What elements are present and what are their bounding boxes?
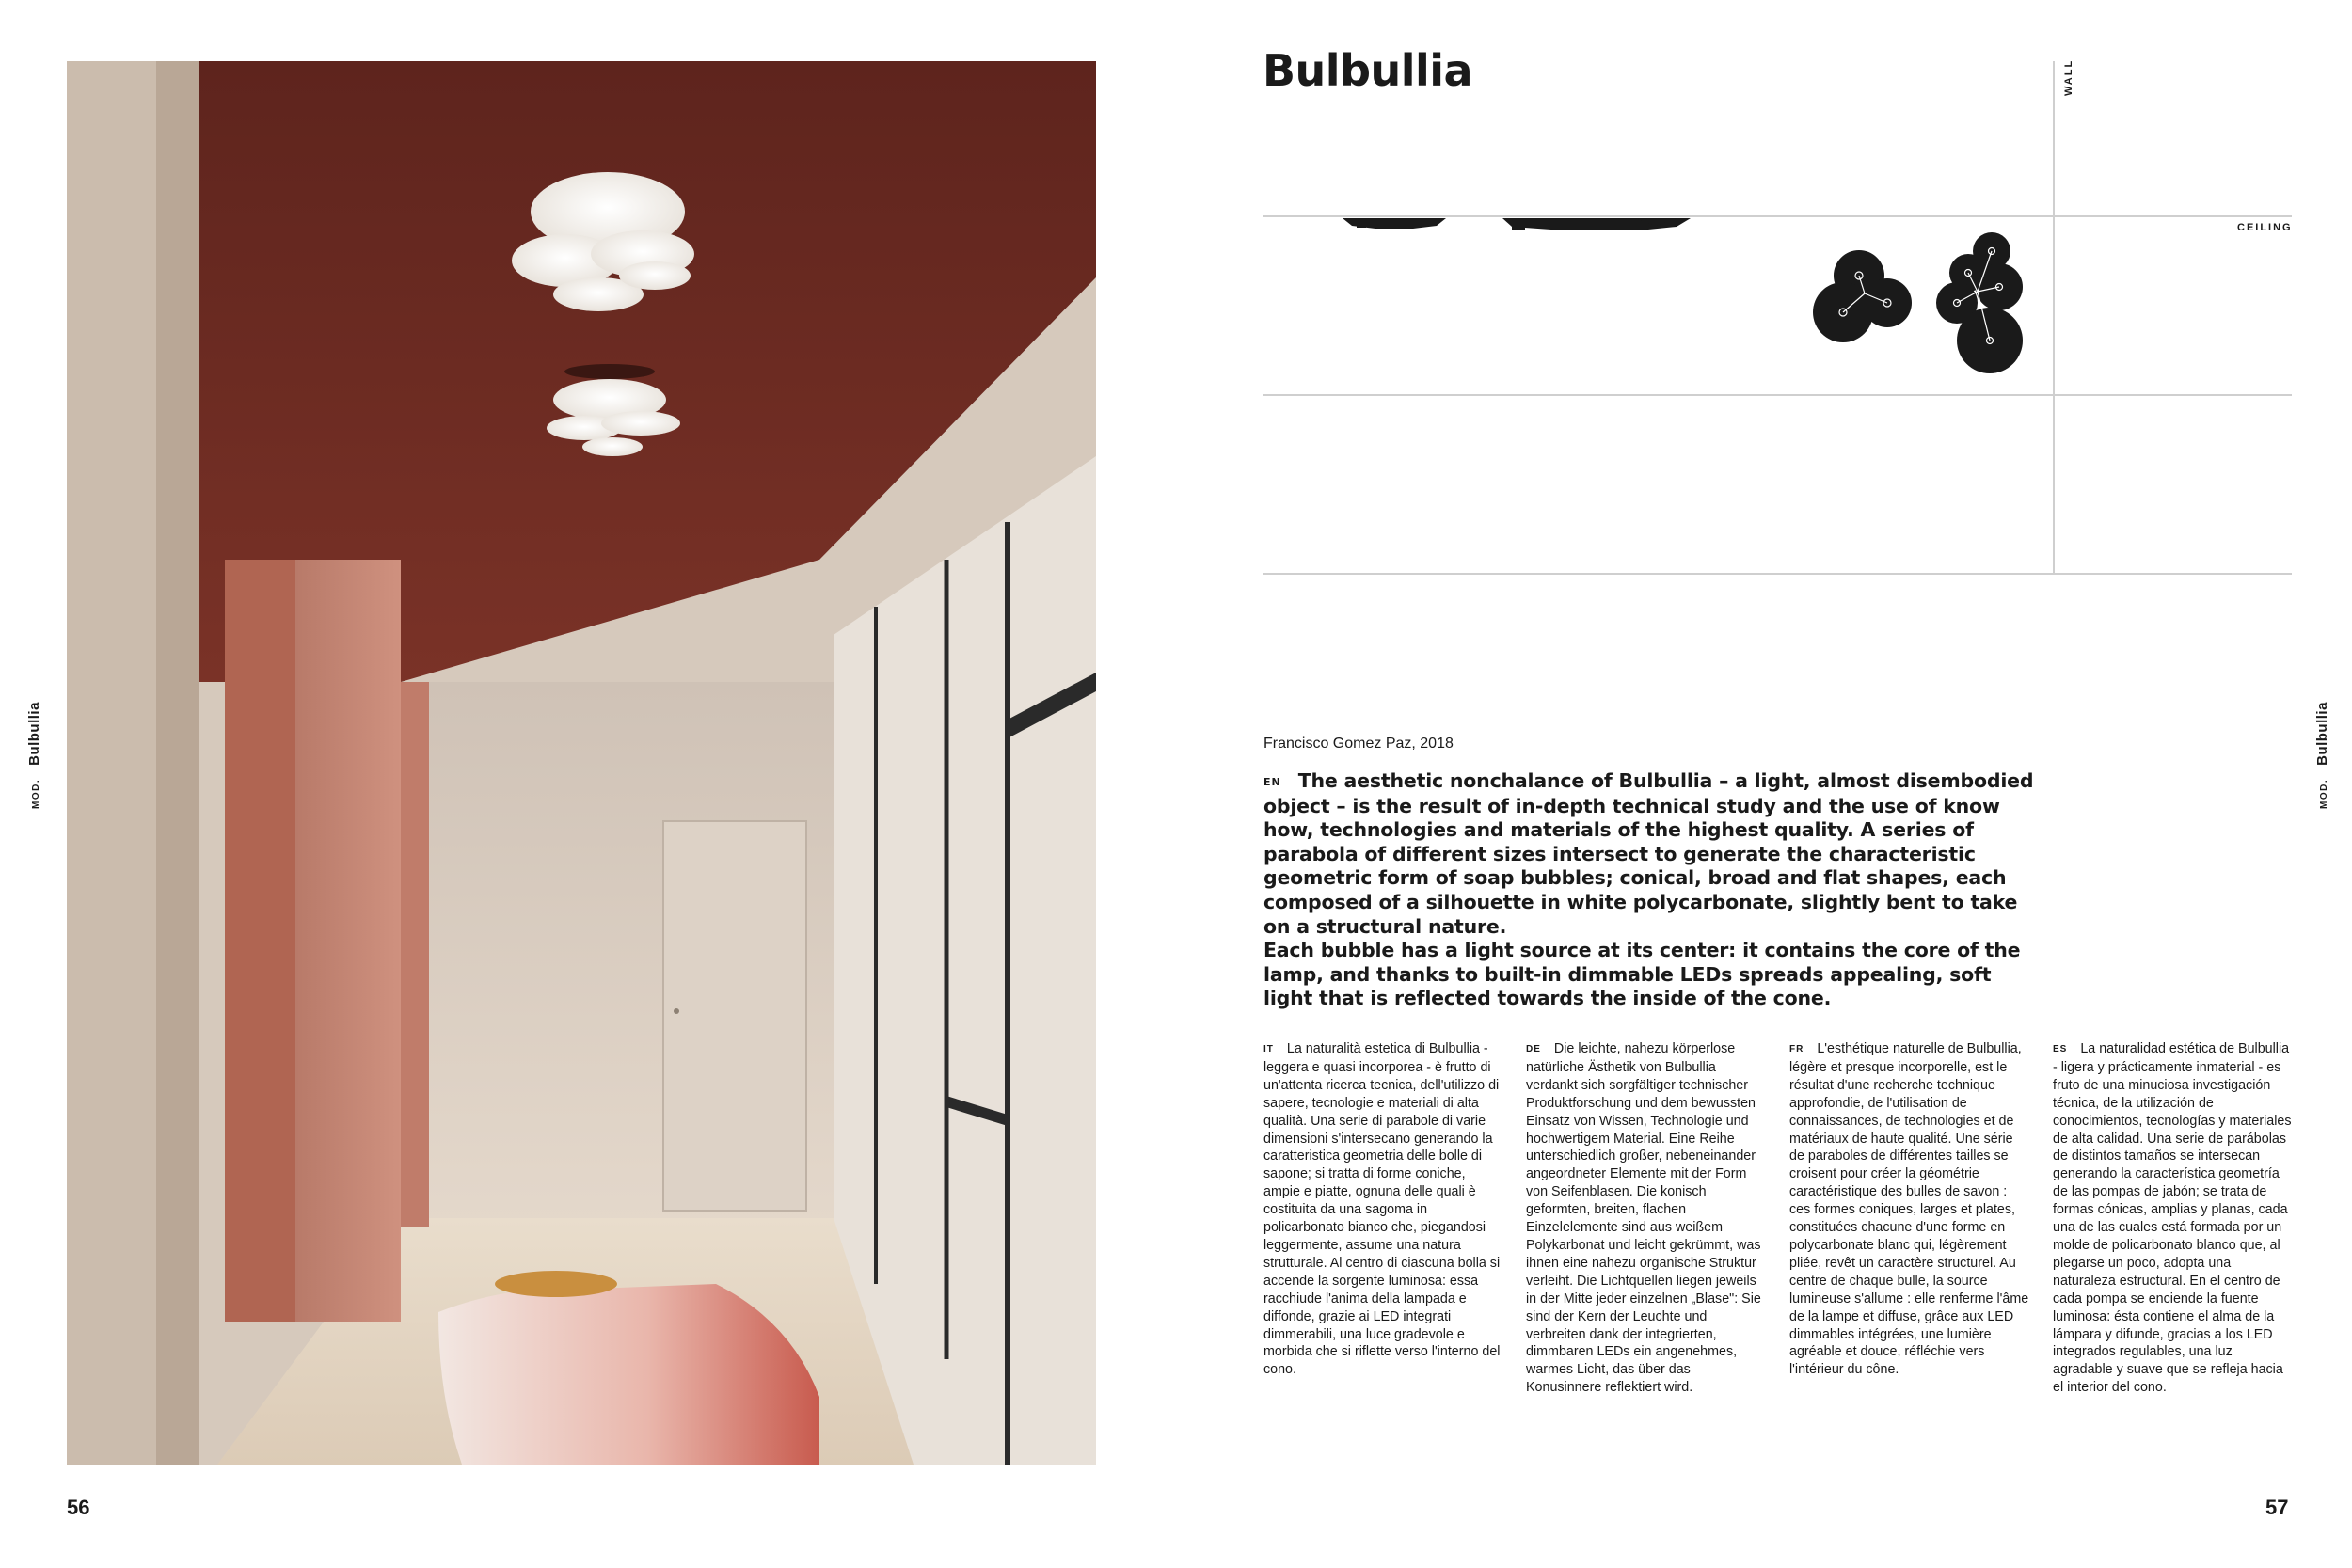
interior-photo bbox=[67, 61, 1096, 1465]
column-de bbox=[1526, 1040, 1766, 1397]
lead-paragraph-1: The aesthetic nonchalance of Bulbullia – a light, almost disembodied object – is the result of in-depth technical study and the use of know how, technologies and materials of the highest quality. A series of parabola of different sizes intersect to generate the characteristic geometric form of soap bubbles; conical, broad and flat shapes, each composed of a silhouette in white polycarbonate, slightly bent to take on a structural nature. bbox=[1263, 769, 2034, 938]
left-side-label bbox=[26, 702, 42, 809]
right-side-label-name: Bulbullia bbox=[2314, 702, 2330, 766]
designer-credit: Francisco Gomez Paz, 2018 bbox=[1263, 736, 1454, 752]
lang-tag-en: EN bbox=[1263, 776, 1281, 788]
right-page-number: 57 bbox=[2265, 1496, 2289, 1519]
column-fr-text: L'esthétique naturelle de Bulbullia, légère et presque incorporelle, est le résultat d'une recherche technique approfondie, de l'utilisation de connaissances, de technologies et de matériaux de haute qualité. Une série de paraboles de différentes tailles se croisent pour créer la géométrie caractéristique des bulles de savon : ces formes coniques, larges et plates, constituées chacune d'une forme en polycarbonate blanc qui, légèrement pliée, revêt un caractère structurel. Au centre de chaque bulle, la source lumineuse s'allume : elle renferme l'âme de la lampe et diffuse, grâce aux LED dimmables intégrées, une lumière agréable et douce, réfléchie vers l'intérieur du cône. bbox=[1789, 1041, 2029, 1378]
english-lead-text bbox=[1263, 769, 2044, 1011]
right-side-label-mod: MOD. bbox=[2319, 778, 2329, 809]
ceiling-profile-small-icon bbox=[1343, 218, 1446, 229]
left-side-label-mod: MOD. bbox=[31, 778, 41, 809]
column-fr bbox=[1789, 1040, 2029, 1379]
product-title: Bulbullia bbox=[1263, 45, 1473, 96]
ceiling-label: CEILING bbox=[2237, 222, 2293, 233]
left-page-number: 56 bbox=[67, 1496, 90, 1519]
column-es bbox=[2053, 1040, 2293, 1397]
left-side-label-name: Bulbullia bbox=[26, 702, 42, 766]
column-es-text: La naturalidad estética de Bulbullia - ligera y prácticamente inmaterial - es fruto de una minuciosa investigación técnica, de la utilización de conocimientos, tecnologías y materiales de alta calidad. Una serie de parábolas de distintos tamaños se intersecan generando la característica geometría de las pompas de jabón; se trata de formas cónicas, amplias y planas, cada una de las cuales está formada por un molde de policarbonato blanco que, al plegarse un poco, adopta una naturaleza estructural. En el centro de cada pompa se enciende la fuente luminosa: ésta contiene el alma de la lámpara y difunde, gracias a los LED integrados regulables, una luz agradable y suave que se refleja hacia el interior del cono. bbox=[2053, 1041, 2292, 1396]
ceiling-profile-large-icon bbox=[1502, 218, 1691, 230]
column-it bbox=[1263, 1040, 1503, 1379]
mounting-diagram bbox=[1263, 56, 2292, 583]
lead-paragraph-2: Each bubble has a light source at its center: it contains the core of the lamp, and thanks to built-in dimmable LEDs spreads appealing, soft light that is reflected towards the inside of the cone. bbox=[1263, 939, 2021, 1010]
column-it-text: La naturalità estetica di Bulbullia - leggera e quasi incorporea - è frutto di un'attenta ricerca tecnica, dell'utilizzo di sapere, tecnologie e materiali di alta qualità. Una serie di parabole di varie dimensioni s'intersecano generando la caratteristica geometria delle bolle di sapone; si tratta di forme coniche, ampie e piatte, ognuna delle quali è costituita da una sagoma in policarbonato bianco che, piegandosi leggermente, assume una natura strutturale. Al centro di ciascuna bolla si accende la sorgente luminosa: essa racchiude l'anima della lampada e diffonde, grazie ai LED integrati dimmerabili, una luce gradevole e morbida che si riflette verso l'interno del cono. bbox=[1263, 1041, 1501, 1378]
lang-tag-es: ES bbox=[2053, 1044, 2068, 1054]
top-view-large-icon bbox=[1936, 232, 2023, 373]
column-de-text: Die leichte, nahezu körperlose natürliche Ästhetik von Bulbullia verdankt sich sorgfältiger technischer Produktforschung und dem bewussten Einsatz von Wissen, Technologie und hochwertigem Material. Eine Reihe unterschiedlich großer, nebeneinander angeordneter Elemente mit der Form von Seifenblasen. Die konisch geformten, breiten, flachen Einzelelemente sind aus weißem Polykarbonat und leicht gekrümmt, was ihnen eine nahezu organische Struktur verleiht. Die Lichtquellen liegen jeweils in der Mitte jeder einzelnen „Blase": Sie sind der Kern der Leuchte und verbreiten dank der integrierten, dimmbaren LEDs ein angenehmes, warmes Licht, das über das Konusinnere reflektiert wird. bbox=[1526, 1041, 1761, 1396]
lang-tag-de: DE bbox=[1526, 1044, 1541, 1054]
lang-tag-fr: FR bbox=[1789, 1044, 1804, 1054]
top-view-small-icon bbox=[1813, 250, 1912, 342]
wall-label: WALL bbox=[2063, 58, 2074, 96]
lang-tag-it: IT bbox=[1263, 1044, 1274, 1054]
right-side-label bbox=[2314, 702, 2330, 809]
